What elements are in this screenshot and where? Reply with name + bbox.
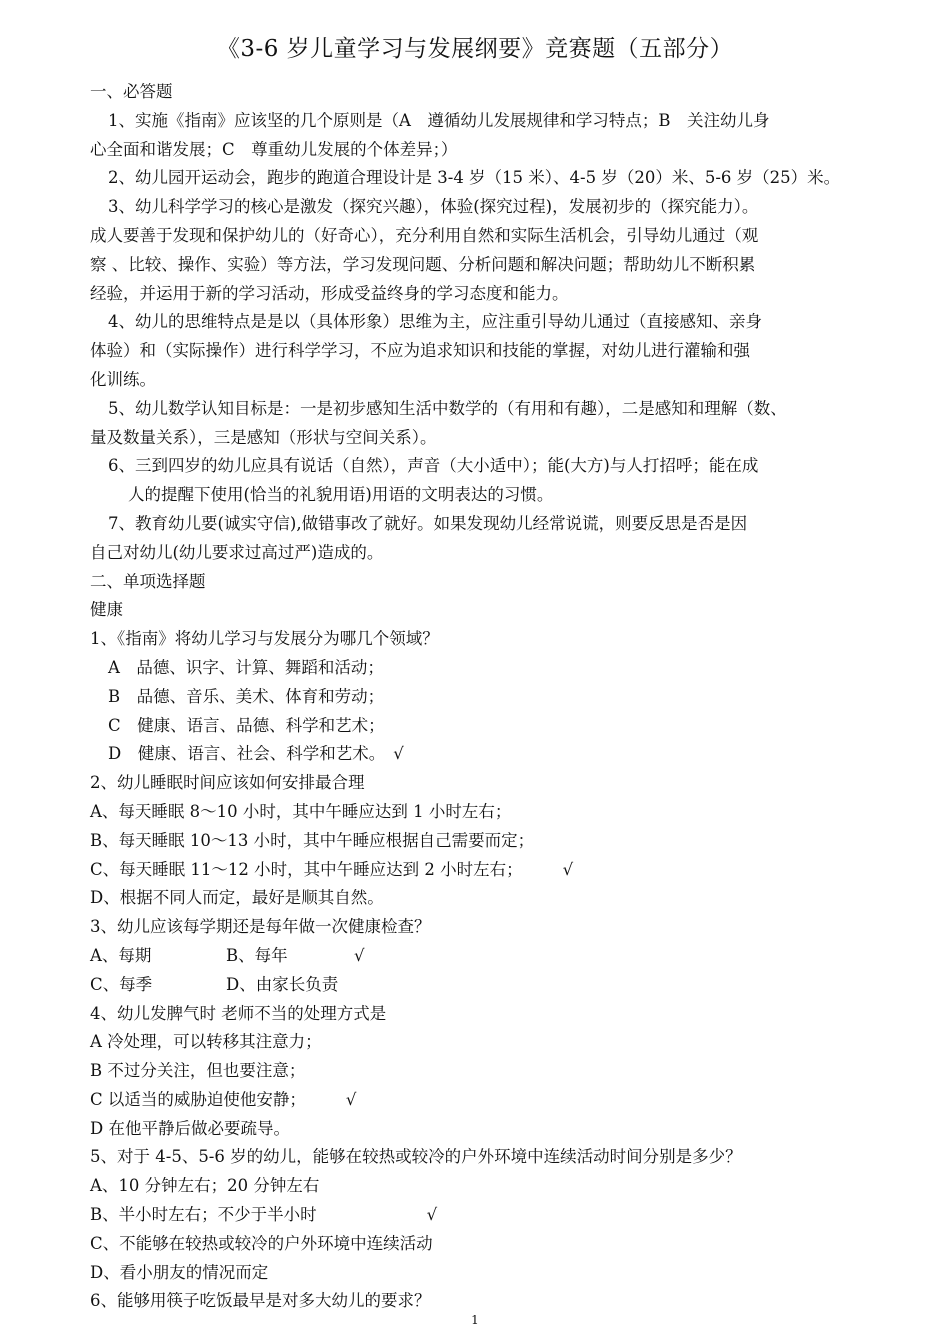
required-item-7-line-1: 7、教育幼儿要(诚实守信),做错事改了就好。如果发现幼儿经常说谎，则要反思是否是因 — [108, 513, 748, 533]
question-5: 5、对于 4-5、5-6 岁的幼儿，能够在较热或较冷的户外环境中连续活动时间分别是多少？ — [90, 1147, 742, 1167]
subsection-heading-health: 健康 — [90, 600, 123, 620]
q2-option-c-row — [90, 856, 865, 885]
q4-option-a: A 冷处理，可以转移其注意力； — [90, 1032, 322, 1052]
q1-answer-check: √ — [393, 744, 404, 764]
required-item-4-line-2: 体验）和（实际操作）进行科学学习，不应为追求知识和技能的掌握，对幼儿进行灌输和强 — [90, 341, 750, 361]
q3-option-d: D、由家长负责 — [226, 974, 339, 994]
q1-option-b: B 品德、音乐、美术、体育和劳动； — [108, 686, 385, 706]
question-4: 4、幼儿发脾气时 老师不当的处理方式是 — [90, 1003, 387, 1023]
q1-option-d: D 健康、语言、社会、科学和艺术。 — [108, 744, 386, 764]
document-body — [90, 78, 865, 1316]
q1-option-a: A 品德、识字、计算、舞蹈和活动； — [108, 657, 384, 677]
q4-option-c: C 以适当的威胁迫使他安静； — [90, 1089, 306, 1109]
q2-option-d: D、根据不同人而定，最好是顺其自然。 — [90, 888, 384, 908]
q5-answer-check: √ — [426, 1205, 438, 1225]
q2-option-b: B、每天睡眠 10～13 小时，其中午睡应根据自己需要而定； — [90, 830, 535, 850]
document-title: 《3-6 岁儿童学习与发展纲要》竞赛题（五部分） — [216, 36, 734, 62]
required-item-1-line-1: 1、实施《指南》应该坚的几个原则是（A 遵循幼儿发展规律和学习特点；B 关注幼儿身 — [108, 110, 770, 130]
q5-option-b-row — [90, 1201, 865, 1230]
q5-option-a: A、10 分钟左右；20 分钟左右 — [90, 1176, 320, 1196]
q4-option-b: B 不过分关注，但也要注意； — [90, 1061, 306, 1081]
required-item-5-line-1: 5、幼儿数学认知目标是：一是初步感知生活中数学的（有用和有趣），二是感知和理解（数、 — [108, 398, 787, 418]
q3-option-a: A、每期 — [90, 945, 152, 965]
required-item-6-line-2: 人的提醒下使用(恰当的礼貌用语)用语的文明表达的习惯。 — [128, 485, 554, 505]
q1-option-c: C 健康、语言、品德、科学和艺术； — [108, 715, 385, 735]
q3-option-c: C、每季 — [90, 974, 153, 994]
question-1: 1、《指南》将幼儿学习与发展分为哪几个领域？ — [90, 629, 439, 649]
required-item-7-line-2: 自己对幼儿(幼儿要求过高过严)造成的。 — [90, 542, 384, 562]
question-3: 3、幼儿应该每学期还是每年做一次健康检查？ — [90, 917, 431, 937]
required-item-3-line-1: 3、幼儿科学学习的核心是激发（探究兴趣），体验(探究过程)，发展初步的（探究能力）。 — [108, 197, 759, 217]
required-item-4-line-1: 4、幼儿的思维特点是是以（具体形象）思维为主，应注重引导幼儿通过（直接感知、亲身 — [108, 312, 762, 332]
q4-answer-check: √ — [345, 1089, 357, 1109]
q2-option-c: C、每天睡眠 11～12 小时，其中午睡应达到 2 小时左右； — [90, 859, 523, 879]
q2-answer-check: √ — [562, 859, 574, 879]
question-6: 6、能够用筷子吃饭最早是对多大幼儿的要求？ — [90, 1291, 431, 1311]
q4-option-c-row — [90, 1086, 865, 1115]
required-item-6-line-1: 6、三到四岁的幼儿应具有说话（自然），声音（大小适中）；能(大方)与人打招呼；能在成 — [108, 456, 759, 476]
q4-option-d: D 在他平静后做必要疏导。 — [90, 1118, 290, 1138]
q3-options-row-2 — [90, 971, 865, 1000]
q2-option-a: A、每天睡眠 8～10 小时，其中午睡应达到 1 小时左右； — [90, 801, 512, 821]
q1-option-d-row — [90, 740, 865, 769]
q5-option-d: D、看小朋友的情况而定 — [90, 1262, 269, 1282]
q5-option-b: B、半小时左右；不少于半小时 — [90, 1205, 317, 1225]
q3-options-row-1 — [90, 942, 865, 971]
question-2: 2、幼儿睡眠时间应该如何安排最合理 — [90, 773, 365, 793]
required-item-5-line-2: 量及数量关系），三是感知（形状与空间关系）。 — [90, 427, 437, 447]
section-heading-required: 一、必答题 — [90, 82, 173, 101]
required-item-2-line-1: 2、幼儿园开运动会，跑步的跑道合理设计是 3-4 岁（15 米）、4-5 岁（20）米、5-6 岁（25）米。 — [108, 168, 841, 188]
required-item-1-line-2: 心全面和谐发展；C 尊重幼儿发展的个体差异；） — [90, 139, 458, 159]
page-number: 1 — [471, 1313, 479, 1327]
required-item-4-line-3: 化训练。 — [90, 369, 156, 389]
required-item-3-line-4: 经验，并运用于新的学习活动，形成受益终身的学习态度和能力。 — [90, 283, 569, 303]
q3-answer-check: √ — [354, 945, 365, 965]
section-heading-single-choice: 二、单项选择题 — [90, 571, 206, 591]
q5-option-c: C、不能够在较热或较冷的户外环境中连续活动 — [90, 1233, 433, 1253]
q3-option-b: B、每年 — [226, 945, 288, 965]
required-item-3-line-3: 察 、比较、操作、实验）等方法，学习发现问题、分析问题和解决问题；帮助幼儿不断积累 — [90, 254, 756, 274]
required-item-3-line-2: 成人要善于发现和保护幼儿的（好奇心），充分利用自然和实际生活机会，引导幼儿通过（观 — [90, 225, 759, 245]
